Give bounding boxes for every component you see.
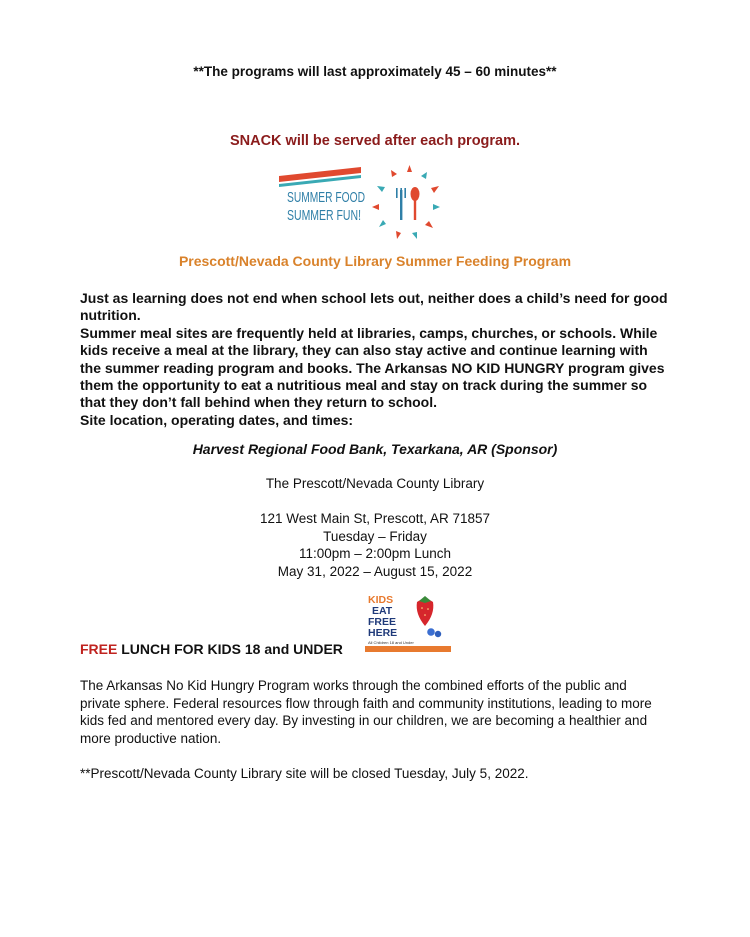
strawberry-icon (417, 596, 434, 626)
kef-line-1: KIDS (368, 594, 394, 606)
intro-line-nutrition: Just as learning does not end when school lets out, neither does a child’s need for good nutrition. (80, 290, 668, 324)
fork-spoon-icon (396, 187, 420, 220)
kef-line-3: FREE (368, 616, 397, 628)
sun-rays-icon (372, 165, 440, 239)
intro-line-meal-sites: Summer meal sites are frequently held at libraries, camps, churches, or schools. While kids receive a meal at the library, they can also stay active and continue learning with the summer reading program and books. The Arkansas NO KID HUNGRY program gives them the opportunity to eat a nutritious meal and stay on track during the summer so that they don’t fall behind when they return to school. (80, 324, 665, 411)
sponsor-line: Harvest Regional Food Bank, Texarkana, AR (Sponsor) (192, 441, 558, 457)
closure-note: **Prescott/Nevada County Library site will be closed Tuesday, July 5, 2022. (80, 766, 529, 781)
site-details (0, 510, 750, 580)
site-dates: May 31, 2022 – August 15, 2022 (277, 563, 473, 579)
closing-paragraph: The Arkansas No Kid Hungry Program works through the combined efforts of the public and private sphere. Federal resources flow through faith and community institutions, leading to more kids fed and mentored every day. By investing in our children, we are becoming a healthier and more productive nation. (80, 678, 652, 746)
summer-food-summer-fun-logo (279, 164, 449, 240)
free-word: FREE (80, 641, 118, 657)
snack-note: SNACK will be served after each program. (229, 133, 521, 149)
kef-bottom-bar (365, 646, 451, 652)
free-lunch-heading (80, 641, 343, 657)
kef-line-4: HERE (368, 627, 398, 639)
kef-caption: All Children 18 and Under (368, 640, 414, 645)
site-address: 121 West Main St, Prescott, AR 71857 (259, 511, 491, 526)
library-name: The Prescott/Nevada County Library (265, 476, 485, 491)
logo-line-1: SUMMER FOOD (287, 189, 366, 206)
intro-line-site-info: Site location, operating dates, and times: (80, 411, 354, 428)
site-days: Tuesday – Friday (323, 528, 427, 544)
blueberries-icon (427, 628, 441, 637)
program-title: Prescott/Nevada County Library Summer Feeding Program (178, 253, 572, 269)
free-lunch-rest: LUNCH FOR KIDS 18 and UNDER (117, 641, 343, 657)
kef-line-2: EAT (372, 605, 393, 617)
duration-note: **The programs will last approximately 45 – 60 minutes** (193, 64, 557, 79)
kids-eat-free-here-logo (365, 592, 451, 654)
intro-text (80, 290, 670, 429)
site-hours: 11:00pm – 2:00pm Lunch (298, 546, 452, 561)
logo-line-2: SUMMER FUN! (287, 207, 361, 224)
